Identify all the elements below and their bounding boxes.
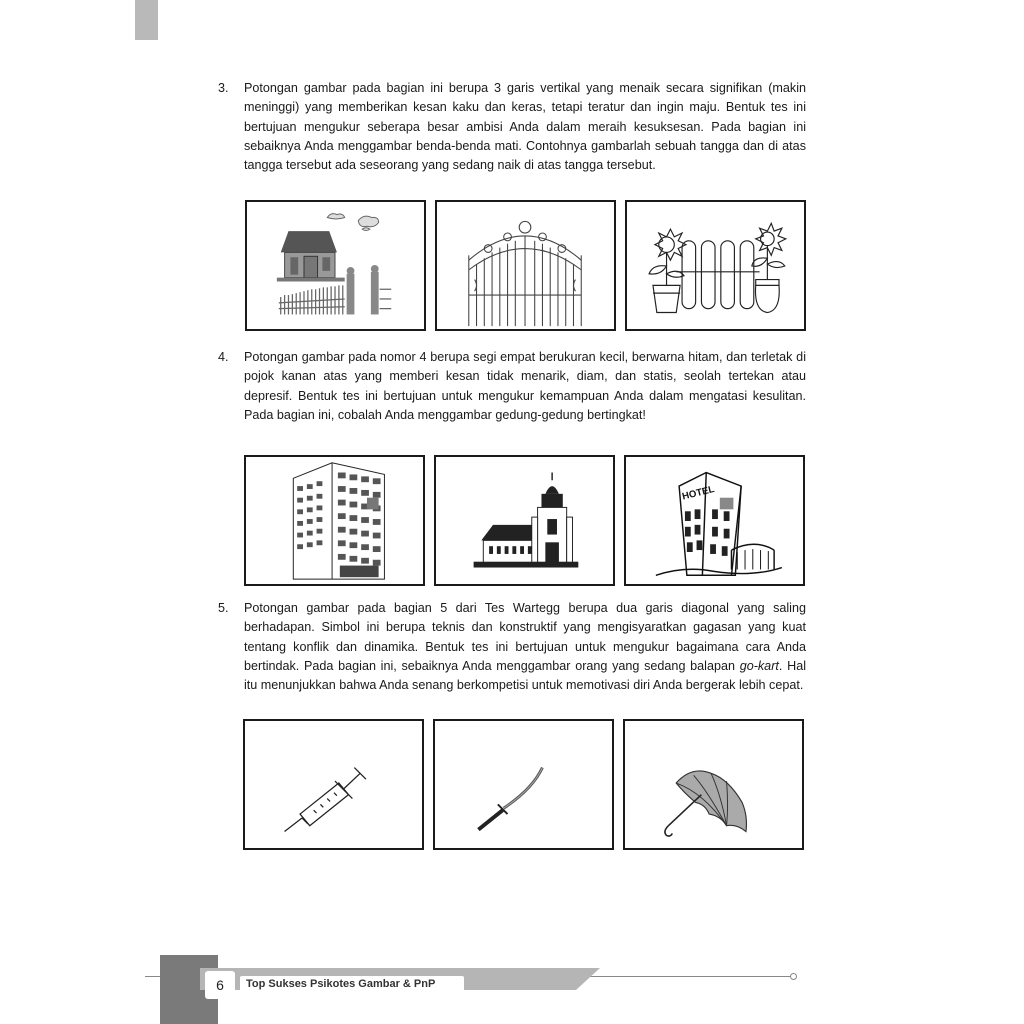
page-number: 6 [205, 971, 235, 999]
book-title: Top Sukses Psikotes Gambar & PnP [240, 976, 464, 993]
hotel-sign: HOTEL [681, 483, 716, 503]
iron-gate-illustration [437, 202, 614, 329]
sword-drawing [433, 719, 614, 850]
section-text: Potongan gambar pada bagian ini berupa 3 garis vertikal yang menaik secara signifikan (makin meninggi) yang memberikan kesan kaku dan keras, tetapi teratur dan ingin maju. Bentuk tes ini bertujuan mengukur seberapa besar ambisi Anda dalam meraih kesuksesan. Pada bagian ini sebaiknya Anda menggambar benda-benda mati. Contohnya gambarlah sebuah tangga dan di atas tangga tersebut ada seseorang yang sedang naik di atas tangga tersebut. [244, 81, 806, 173]
syringe-drawing [243, 719, 424, 850]
footer-dot [790, 973, 797, 980]
office-building-illustration [246, 457, 423, 584]
hotel-building-illustration [626, 457, 803, 584]
section-5 [218, 599, 806, 695]
iron-gate-drawing [435, 200, 616, 331]
church-illustration [436, 457, 613, 584]
section-text-italic: go-kart [739, 658, 779, 673]
syringe-illustration [245, 721, 422, 848]
section-4 [218, 348, 806, 425]
umbrella-drawing [623, 719, 804, 850]
section-text-part: Potongan gambar pada bagian 5 dari Tes Wartegg berupa dua garis diagonal yang saling berhadapan. Simbol ini berupa teknis dan konstruktif yang mengisyaratkan gagasan yang kuat tentang konflik dan dinamika. Bentuk tes ini bertujuan untuk mengukur bagaimana cara Anda bertindak. Pada bagian ini, sebaiknya Anda menggambar orang yang sedang balapan [244, 601, 806, 673]
section-text: Potongan gambar pada nomor 4 berupa segi empat berukuran kecil, berwarna hitam, dan terletak di pojok kanan atas yang memberi kesan tidak menarik, diam, dan statis, seolah tertekan atau depresif. Bentuk tes ini bertujuan untuk mengukur kemampuan Anda dalam mengatasi kesulitan. Pada bagian ini, cobalah Anda menggambar gedung-gedung bertingkat! [244, 350, 806, 422]
house-fence-drawing [245, 200, 426, 331]
house-fence-illustration [247, 202, 424, 329]
sword-illustration [435, 721, 612, 848]
section-text [244, 599, 806, 695]
section-number: 5. [218, 601, 229, 615]
flower-pots-illustration [627, 202, 804, 329]
umbrella-illustration [625, 721, 802, 848]
hotel-building-drawing [624, 455, 805, 586]
corner-tab [135, 0, 158, 40]
section-number: 3. [218, 81, 229, 95]
office-building-drawing [244, 455, 425, 586]
section-3 [218, 79, 806, 175]
section-number: 4. [218, 350, 229, 364]
section-text-part: . Hal itu menunjukkan bahwa Anda senang berkompetisi untuk memotivasi diri Anda bergerak lebih cepat. [244, 658, 806, 693]
church-drawing [434, 455, 615, 586]
flower-pots-drawing [625, 200, 806, 331]
